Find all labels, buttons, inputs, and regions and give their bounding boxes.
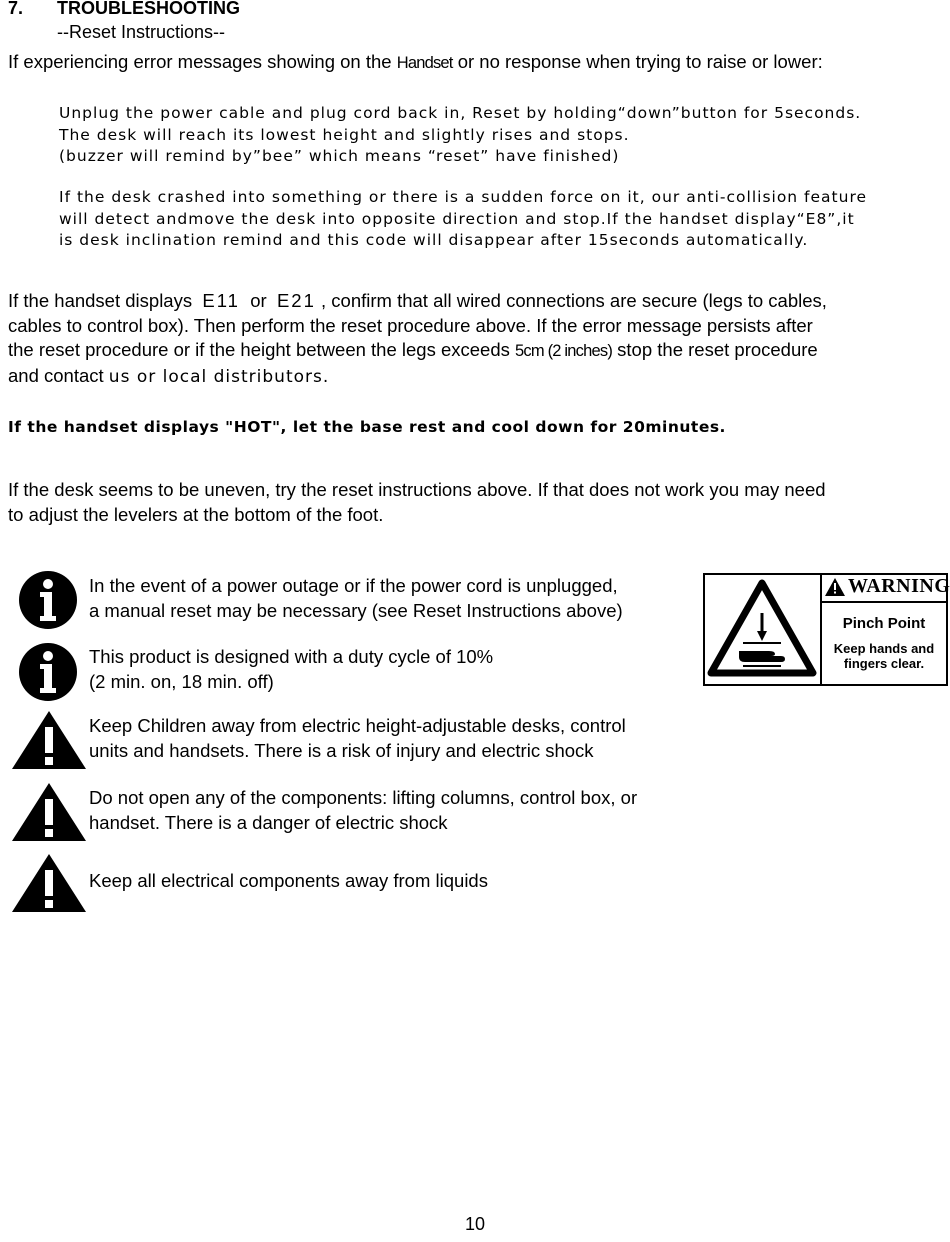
notice-do-not-open — [89, 786, 637, 835]
note-line: Keep hands and — [833, 641, 935, 656]
intro-paragraph — [8, 50, 823, 76]
collision-line: is desk inclination remind and this code will disappear after 15seconds automatically. — [59, 231, 809, 249]
reset-instructions-block — [59, 103, 861, 168]
error-line — [8, 338, 827, 364]
notice-duty-cycle — [89, 645, 493, 694]
error-text: If the handset displays — [8, 290, 203, 311]
warning-triangle-icon — [11, 782, 87, 842]
intro-text-after: or no response when trying to raise or lower: — [452, 51, 823, 72]
error-contact: us or local distributors. — [108, 366, 330, 387]
error-text: the reset procedure or if the height between the legs exceeds — [8, 339, 516, 360]
warning-heading — [822, 575, 950, 603]
pinch-point-warning-label — [703, 573, 948, 686]
section-number: 7. — [8, 0, 24, 18]
notice-line: a manual reset may be necessary (see Reset Instructions above) — [89, 599, 623, 621]
collision-line: If the desk crashed into something or there is a sudden force on it, our anti-collision feature — [59, 188, 868, 206]
notice-line: Keep Children away from electric height-adjustable desks, control — [89, 715, 626, 736]
notice-liquids — [89, 869, 488, 894]
notice-power-outage — [89, 574, 623, 623]
warning-triangle-icon — [825, 578, 845, 596]
error-measure: 5cm (2 inches) — [515, 342, 613, 360]
error-text: , confirm that all wired connections are secure (legs to cables, — [315, 290, 827, 311]
notice-line: handset. There is a danger of electric shock — [89, 811, 448, 833]
notice-line: In the event of a power outage or if the power cord is unplugged, — [89, 575, 618, 596]
pinch-point-title: Pinch Point — [842, 615, 926, 632]
uneven-line: If the desk seems to be uneven, try the reset instructions above. If that does not work you may need — [8, 479, 826, 500]
reset-line: The desk will reach its lowest height and slightly rises and stops. — [59, 125, 630, 144]
error-code-e21: E21 — [276, 290, 316, 311]
error-code-e11: E11 — [202, 290, 240, 311]
reset-line: (buzzer will remind by”bee” which means “reset” have finished) — [59, 147, 620, 165]
warning-triangle-icon — [11, 853, 87, 913]
error-line — [8, 289, 827, 314]
hot-notice: If the handset displays "HOT", let the base rest and cool down for 20minutes. — [8, 418, 726, 436]
pinch-hand-icon — [705, 575, 820, 684]
reset-line: Unplug the power cable and plug cord back in, Reset by holding“down”button for 5seconds. — [59, 104, 862, 122]
anti-collision-block — [59, 187, 867, 252]
error-text: and contact — [8, 364, 109, 386]
error-code-paragraph — [8, 289, 827, 388]
notice-line: Keep all electrical components away from liquids — [89, 870, 488, 891]
notice-line: (2 min. on, 18 min. off) — [89, 670, 274, 692]
intro-text-before: If experiencing error messages showing on the — [8, 51, 397, 72]
notice-keep-children-away — [89, 714, 626, 763]
notice-line: units and handsets. There is a risk of injury and electric shock — [89, 739, 594, 761]
collision-line: will detect andmove the desk into opposite direction and stop.If the handset display“E8”,it — [59, 209, 855, 228]
page-number: 10 — [464, 1214, 486, 1234]
section-subtitle: --Reset Instructions-- — [57, 22, 226, 42]
pinch-point-note — [822, 641, 946, 671]
uneven-desk-paragraph — [8, 478, 826, 527]
error-text: or — [239, 290, 277, 311]
uneven-line: to adjust the levelers at the bottom of the foot. — [8, 503, 384, 525]
intro-handset-word: Handset — [396, 54, 453, 72]
pinch-hazard-pictogram — [705, 575, 822, 684]
error-line: cables to control box). Then perform the reset procedure above. If the error message persists after — [8, 314, 813, 336]
error-text: stop the reset procedure — [612, 339, 818, 360]
info-icon — [18, 570, 78, 630]
warning-heading-text: WARNING — [848, 575, 950, 597]
notice-line: Do not open any of the components: lifting columns, control box, or — [89, 787, 638, 808]
note-line: fingers clear. — [843, 656, 925, 671]
warning-triangle-icon — [11, 710, 87, 770]
error-line — [8, 364, 827, 389]
info-icon — [18, 642, 78, 702]
section-title: TROUBLESHOOTING — [57, 0, 240, 18]
notice-line: This product is designed with a duty cycle of 10% — [89, 646, 494, 667]
